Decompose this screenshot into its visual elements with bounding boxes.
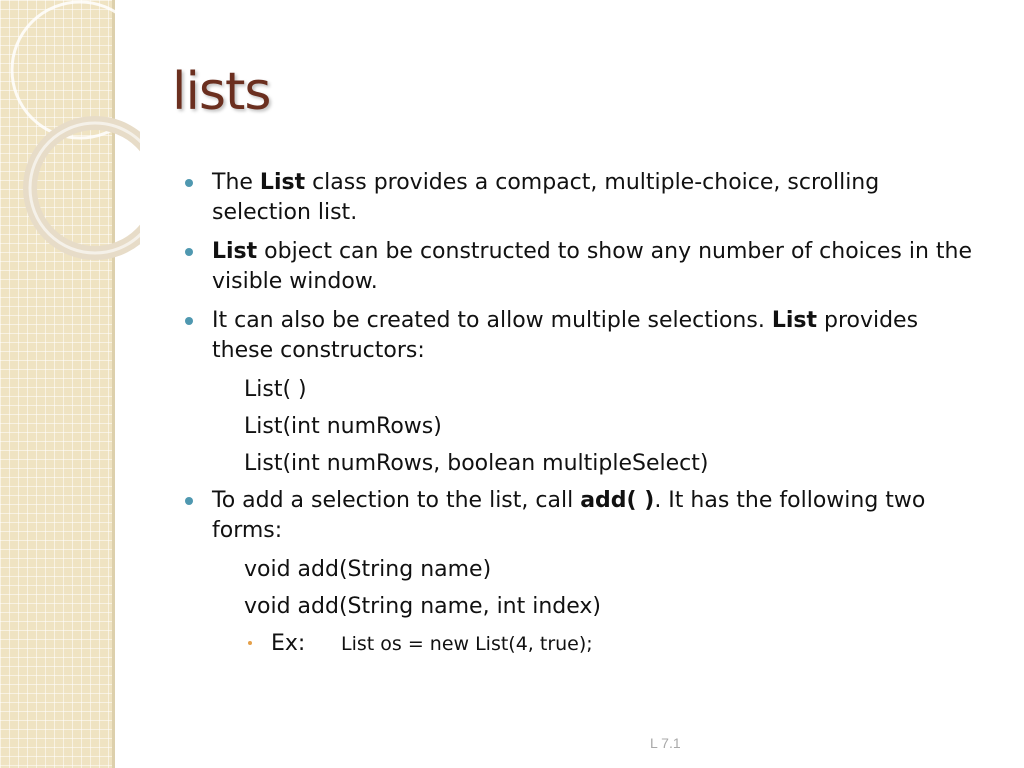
bullet-text-pre: To add a selection to the list, call <box>212 488 581 513</box>
constructor-line: List(int numRows) <box>244 414 442 439</box>
decorative-rings <box>0 0 140 320</box>
example-sub-bullet <box>185 629 985 659</box>
bullet-text-post: class provides a compact, multiple-choice, scrolling selection list. <box>212 170 880 225</box>
bullet-dot <box>185 317 193 325</box>
slide-title: lists <box>172 62 271 122</box>
bullet-dot <box>185 248 193 256</box>
constructor-line: List(int numRows, boolean multipleSelect) <box>244 451 709 476</box>
add-form-line: void add(String name) <box>244 557 492 582</box>
bullet-text-bold: List <box>771 308 817 333</box>
bullet-list-class <box>185 168 985 228</box>
slide-content <box>185 168 985 659</box>
example-code: List os = new List(4, true); <box>341 633 593 655</box>
bullet-text-pre: The <box>212 170 260 195</box>
bullet-text-post: provides these constructors: <box>212 308 919 363</box>
bullet-text-pre: It can also be created to allow multiple selections. <box>212 308 772 333</box>
bullet-text-bold: List <box>212 239 258 264</box>
bullet-text-post: . It has the following two forms: <box>212 488 926 543</box>
bullet-text-post: object can be constructed to show any number of choices in the visible window. <box>212 239 973 294</box>
add-form-line: void add(String name, int index) <box>244 594 602 619</box>
bullet-dot <box>185 179 193 187</box>
constructor-line: List( ) <box>244 377 307 402</box>
bullet-text-bold: List <box>259 170 306 195</box>
example-label: Ex: <box>271 631 306 656</box>
bullet-multiple-selections <box>185 306 985 366</box>
bullet-list-object <box>185 237 985 297</box>
slide-number: L 7.1 <box>650 735 681 751</box>
bullet-add-selection <box>185 486 985 546</box>
bullet-text-bold: add( ) <box>580 488 655 513</box>
sub-bullet-dot <box>248 641 252 645</box>
bullet-dot <box>185 497 193 505</box>
